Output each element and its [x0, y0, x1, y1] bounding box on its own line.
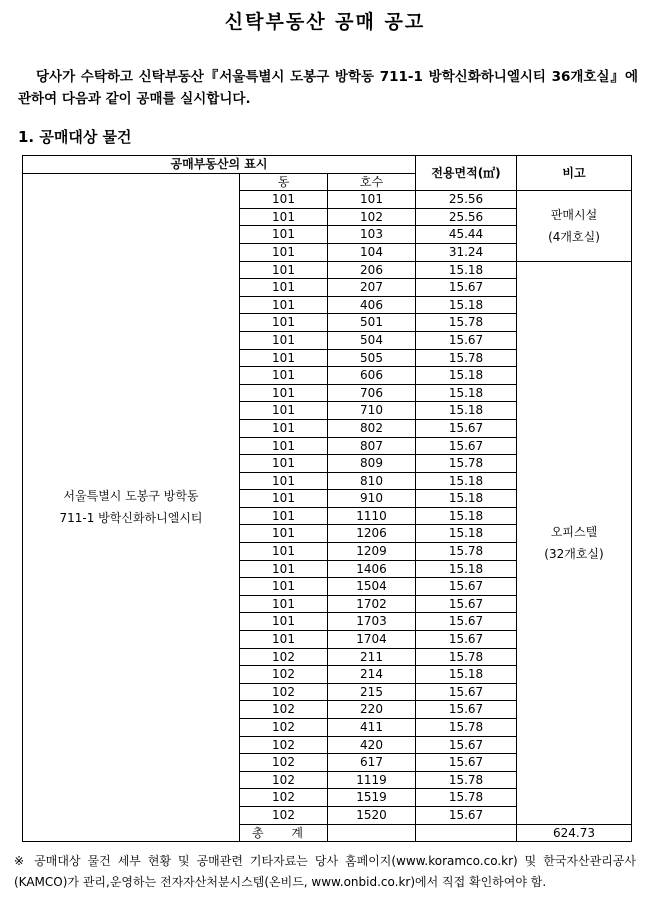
cell-unit: 1519 — [328, 789, 416, 807]
cell-unit: 101 — [328, 191, 416, 209]
cell-unit: 1209 — [328, 543, 416, 561]
total-empty-2 — [416, 824, 517, 842]
cell-area: 15.67 — [416, 754, 517, 772]
cell-area: 15.18 — [416, 666, 517, 684]
cell-dong: 102 — [240, 771, 328, 789]
cell-dong: 101 — [240, 208, 328, 226]
cell-dong: 101 — [240, 419, 328, 437]
cell-area: 15.18 — [416, 367, 517, 385]
cell-dong: 102 — [240, 806, 328, 824]
location-line-2: 711-1 방학신화하니엘시티 — [59, 511, 203, 526]
cell-unit: 104 — [328, 243, 416, 261]
note-count: (4개호실) — [548, 229, 600, 244]
cell-unit: 1206 — [328, 525, 416, 543]
cell-area: 15.67 — [416, 736, 517, 754]
note-label: 판매시설 — [550, 207, 598, 222]
cell-dong: 101 — [240, 472, 328, 490]
cell-area: 15.78 — [416, 648, 517, 666]
cell-dong: 101 — [240, 560, 328, 578]
cell-unit: 504 — [328, 331, 416, 349]
cell-area: 15.67 — [416, 595, 517, 613]
cell-dong: 101 — [240, 279, 328, 297]
property-table-body — [23, 156, 632, 842]
cell-unit: 1406 — [328, 560, 416, 578]
cell-dong: 101 — [240, 490, 328, 508]
cell-unit: 802 — [328, 419, 416, 437]
cell-area: 25.56 — [416, 191, 517, 209]
cell-area: 15.67 — [416, 437, 517, 455]
cell-dong: 101 — [240, 243, 328, 261]
cell-unit: 501 — [328, 314, 416, 332]
cell-dong: 102 — [240, 754, 328, 772]
cell-dong: 101 — [240, 349, 328, 367]
header-dong: 동 — [240, 173, 328, 191]
cell-area: 31.24 — [416, 243, 517, 261]
cell-dong: 102 — [240, 648, 328, 666]
cell-dong: 101 — [240, 314, 328, 332]
cell-dong: 101 — [240, 613, 328, 631]
cell-unit: 1520 — [328, 806, 416, 824]
cell-unit: 207 — [328, 279, 416, 297]
location-cell — [23, 173, 240, 842]
cell-unit: 1504 — [328, 578, 416, 596]
header-property: 공매부동산의 표시 — [23, 156, 416, 174]
cell-area: 15.18 — [416, 560, 517, 578]
note-cell — [517, 261, 632, 824]
cell-area: 15.18 — [416, 261, 517, 279]
note-label: 오피스텔 — [550, 524, 598, 539]
cell-dong: 101 — [240, 578, 328, 596]
cell-area: 15.67 — [416, 631, 517, 649]
section-title: 1. 공매대상 물건 — [18, 128, 132, 146]
location-line-1: 서울특별시 도봉구 방학동 — [63, 489, 199, 504]
cell-area: 15.67 — [416, 701, 517, 719]
cell-unit: 1110 — [328, 507, 416, 525]
cell-dong: 102 — [240, 736, 328, 754]
cell-unit: 809 — [328, 455, 416, 473]
cell-dong: 102 — [240, 719, 328, 737]
cell-area: 15.18 — [416, 490, 517, 508]
cell-area: 15.78 — [416, 543, 517, 561]
cell-dong: 102 — [240, 789, 328, 807]
cell-area: 15.67 — [416, 683, 517, 701]
cell-dong: 102 — [240, 666, 328, 684]
cell-unit: 211 — [328, 648, 416, 666]
cell-unit: 606 — [328, 367, 416, 385]
cell-unit: 710 — [328, 402, 416, 420]
cell-dong: 101 — [240, 437, 328, 455]
cell-area: 15.18 — [416, 472, 517, 490]
cell-area: 15.67 — [416, 578, 517, 596]
cell-unit: 1702 — [328, 595, 416, 613]
cell-area: 15.67 — [416, 613, 517, 631]
cell-unit: 220 — [328, 701, 416, 719]
header-area: 전용면적(㎡) — [416, 156, 517, 191]
total-empty-1 — [328, 824, 416, 842]
cell-dong: 102 — [240, 683, 328, 701]
cell-area: 15.18 — [416, 525, 517, 543]
cell-dong: 101 — [240, 191, 328, 209]
cell-dong: 101 — [240, 525, 328, 543]
cell-dong: 101 — [240, 543, 328, 561]
cell-dong: 101 — [240, 367, 328, 385]
page-title: 신탁부동산 공매 공고 — [224, 11, 426, 33]
cell-dong: 101 — [240, 384, 328, 402]
cell-area: 15.67 — [416, 806, 517, 824]
cell-unit: 411 — [328, 719, 416, 737]
cell-dong: 101 — [240, 455, 328, 473]
cell-unit: 910 — [328, 490, 416, 508]
cell-unit: 1703 — [328, 613, 416, 631]
cell-dong: 101 — [240, 331, 328, 349]
cell-area: 15.67 — [416, 279, 517, 297]
note-cell — [517, 191, 632, 261]
cell-area: 45.44 — [416, 226, 517, 244]
cell-area: 15.18 — [416, 296, 517, 314]
cell-area: 15.78 — [416, 719, 517, 737]
cell-dong: 101 — [240, 296, 328, 314]
total-label: 총 계 — [240, 824, 328, 842]
cell-area: 15.78 — [416, 789, 517, 807]
header-note: 비고 — [517, 156, 632, 191]
cell-dong: 101 — [240, 226, 328, 244]
cell-dong: 101 — [240, 595, 328, 613]
cell-dong: 101 — [240, 261, 328, 279]
cell-unit: 1119 — [328, 771, 416, 789]
cell-unit: 102 — [328, 208, 416, 226]
cell-area: 15.67 — [416, 419, 517, 437]
cell-unit: 706 — [328, 384, 416, 402]
cell-area: 15.78 — [416, 349, 517, 367]
cell-dong: 101 — [240, 631, 328, 649]
cell-unit: 103 — [328, 226, 416, 244]
cell-dong: 101 — [240, 507, 328, 525]
cell-area: 15.18 — [416, 402, 517, 420]
cell-dong: 102 — [240, 701, 328, 719]
intro-paragraph: 당사가 수탁하고 신탁부동산『서울특별시 도봉구 방학동 711-1 방학신화하니엘시티 36개호실』에 관하여 다음과 같이 공매를 실시합니다. — [18, 69, 638, 107]
cell-unit: 215 — [328, 683, 416, 701]
cell-unit: 1704 — [328, 631, 416, 649]
cell-unit: 810 — [328, 472, 416, 490]
cell-area: 15.78 — [416, 455, 517, 473]
cell-area: 15.67 — [416, 331, 517, 349]
property-table — [22, 155, 632, 842]
note-count: (32개호실) — [544, 546, 604, 561]
cell-dong: 101 — [240, 402, 328, 420]
cell-unit: 206 — [328, 261, 416, 279]
cell-area: 15.18 — [416, 384, 517, 402]
cell-unit: 617 — [328, 754, 416, 772]
cell-area: 15.78 — [416, 314, 517, 332]
cell-area: 15.18 — [416, 507, 517, 525]
total-area: 624.73 — [517, 824, 632, 842]
cell-unit: 214 — [328, 666, 416, 684]
cell-unit: 420 — [328, 736, 416, 754]
cell-area: 15.78 — [416, 771, 517, 789]
header-unit: 호수 — [328, 173, 416, 191]
cell-unit: 406 — [328, 296, 416, 314]
header-row — [23, 156, 632, 174]
cell-area: 25.56 — [416, 208, 517, 226]
cell-unit: 807 — [328, 437, 416, 455]
footnote: ※ 공매대상 물건 세부 현황 및 공매관련 기타자료는 당사 홈페이지(www.koramco.co.kr) 및 한국자산관리공사(KAMCO)가 관리,운영하는 전자자산처분시스템(온비드, www.onbid.co.kr)에서 직접 확인하여야 함. — [14, 854, 636, 889]
cell-unit: 505 — [328, 349, 416, 367]
